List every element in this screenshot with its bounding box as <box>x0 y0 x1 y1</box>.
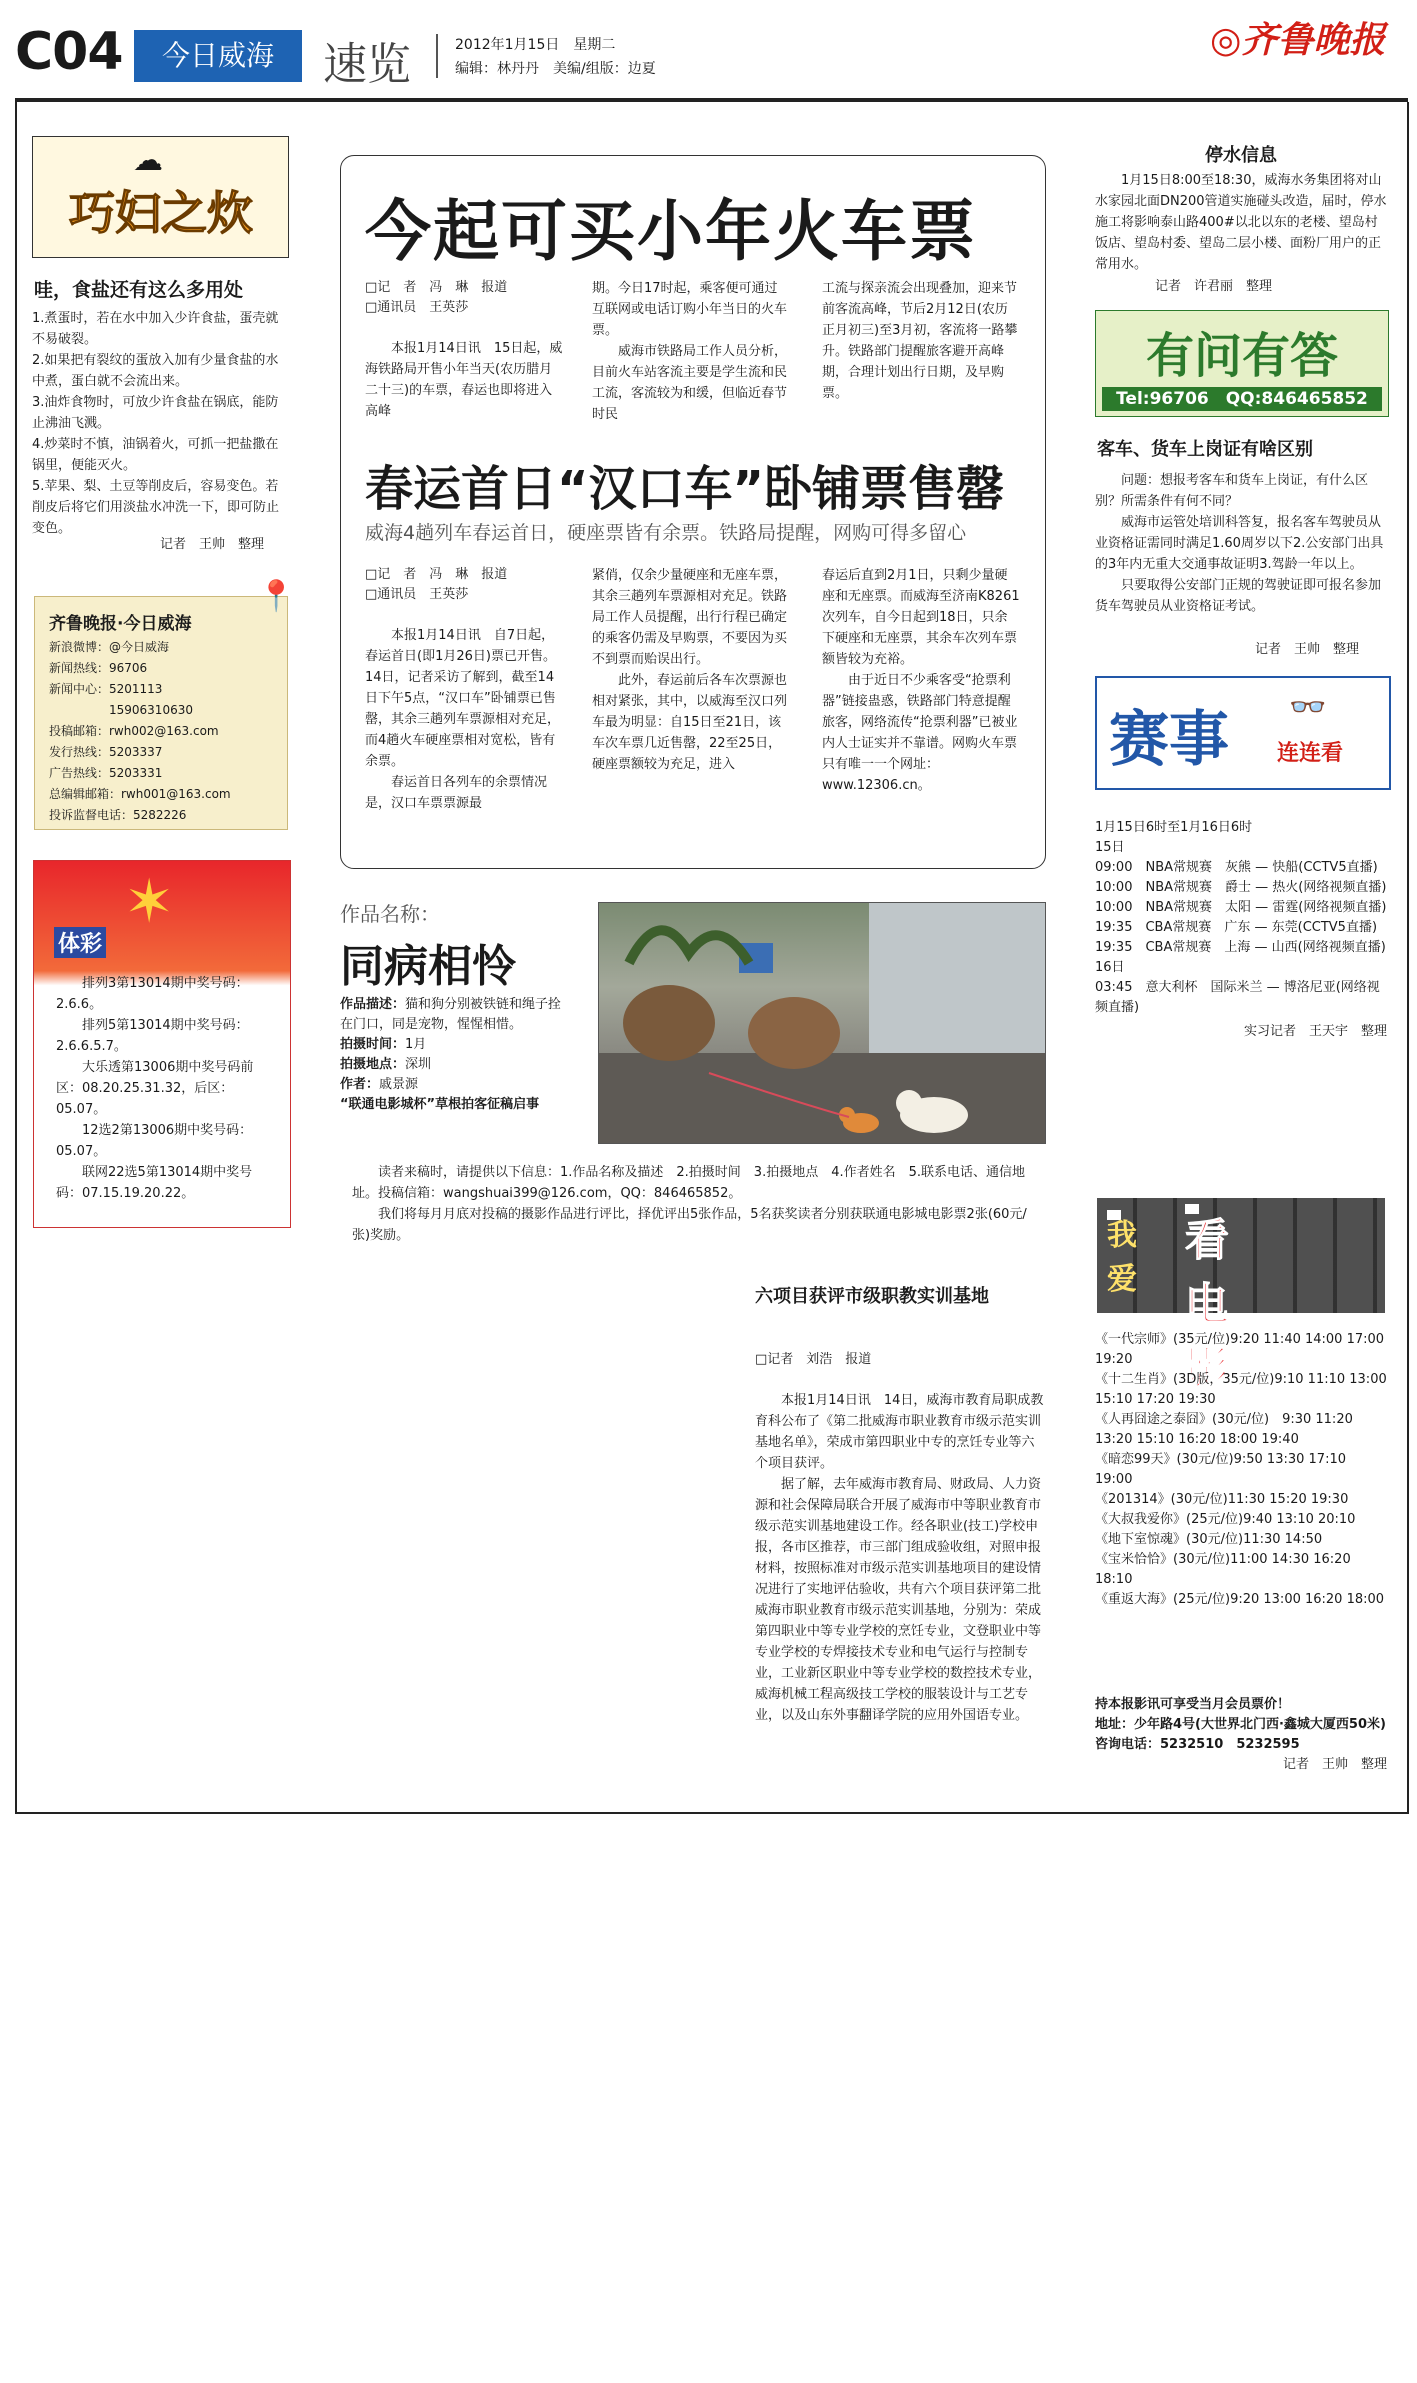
tips-credit: 记者 王帅 整理 <box>160 537 265 552</box>
contact-line: 投稿邮箱：rwh002@163.com <box>49 724 219 738</box>
contacts-box <box>34 579 295 830</box>
water-credit: 记者 许君丽 整理 <box>1155 279 1273 294</box>
movie-item: 《大叔我爱你》(25元/位)9:40 13:10 20:10 <box>1095 1512 1356 1527</box>
tips-title: 哇，食盐还有这么多用处 <box>34 279 244 301</box>
story3-body <box>755 1390 1047 1726</box>
sports-banner-text: 赛事 <box>1109 705 1229 775</box>
movie-list <box>1095 1330 1387 1610</box>
story2-headline: 春运首日“汉口车”卧铺票售罄 <box>365 461 1005 517</box>
movie-item: 《一代宗师》(35元/位)9:20 11:40 14:00 17:00 19:20 <box>1095 1332 1385 1367</box>
story2-col1-text: 本报1月14日讯 自7日起，春运首日(即1月26日)票已开售。14日，记者采访了解到，截至14日下午5点，“汉口车”卧铺票已售罄，其余三趟列车票源相对充足，而4趟火车硬座票相对宽松，皆有余票。 <box>365 628 561 769</box>
contact-line: 投诉监督电话：5282226 <box>49 808 187 822</box>
story1-col2-text: 期。今日17时起，乘客便可通过互联网或电话订购小年当日的火车票。 <box>592 281 788 338</box>
qa-banner <box>1095 310 1389 417</box>
photo-notice-text: 读者来稿时，请提供以下信息：1.作品名称及描述 2.拍摄时间 3.拍摄地点 4.作者姓名 5.联系电话、通信地址。投稿信箱：wangshuai399@126.com，QQ：846465852。 <box>352 1165 1026 1201</box>
water-title: 停水信息 <box>1205 145 1277 166</box>
story1-col3-text: 工流与探亲流会出现叠加，迎来节前客流高峰，节后2月12日(农历正月初三)至3月初，客流将一路攀升。铁路部门提醒旅客避开高峰期，合理计划出行日期，及早购票。 <box>822 281 1018 401</box>
logo-text: 齐鲁晚报 <box>1241 19 1386 61</box>
contact-line: 新浪微博：@今日威海 <box>49 640 170 654</box>
movies-footer <box>1095 1695 1387 1775</box>
editor-credits: 编辑：林丹丹 美编/组版：边夏 <box>455 61 656 77</box>
photo-label: 作品名称： <box>340 902 440 926</box>
qa-answer1: 威海市运管处培训科答复，报名客车驾驶员从业资格证需同时满足1.60周岁以下2.公安部门出具的3年内无重大交通事故证明3.驾龄一年以上。 <box>1095 515 1384 572</box>
contact-line: 广告热线：5203331 <box>49 766 163 780</box>
movies-film-pattern <box>1097 1198 1385 1313</box>
photo-time-label: 拍摄时间： <box>340 1037 406 1052</box>
story2-subhead: 威海4趟列车春运首日，硬座票皆有余票。铁路局提醒，网购可得多留心 <box>365 522 967 544</box>
story3-body1-text: 本报1月14日讯 14日，威海市教育局职成教育科公布了《第二批威海市职业教育市级示范实训基地名单》，荣成市第四职业中专的烹饪专业等六个项目获评。 <box>755 1393 1044 1471</box>
tip-item: 3.油炸食物时，可放少许食盐在锅底，能防止沸油飞溅。 <box>32 395 279 431</box>
tip-item: 2.如果把有裂纹的蛋放入加有少量食盐的水中煮，蛋白就不会流出来。 <box>32 353 279 389</box>
qa-question: 问题：想报考客车和货车上岗证，有什么区别？所需条件有何不同？ <box>1095 473 1369 509</box>
glasses-icon: 👓 <box>1289 690 1327 725</box>
contacts-lines <box>49 637 231 826</box>
photo-notice <box>352 1162 1042 1246</box>
movie-item: 《暗恋99天》(30元/位)9:50 13:30 17:10 19:00 <box>1095 1452 1346 1487</box>
photo-place-label: 拍摄地点： <box>340 1057 406 1072</box>
movies-promo: 持本报影讯可享受当月会员票价！ <box>1095 1697 1291 1712</box>
sports-day1: 15日 <box>1095 840 1125 855</box>
contest-photo <box>598 902 1046 1144</box>
photo-meta <box>340 995 570 1115</box>
sports-rows-day1 <box>1095 858 1387 958</box>
sports-credit: 实习记者 王天宇 整理 <box>1243 1024 1387 1039</box>
issue-date: 2012年1月15日 星期二 <box>455 37 616 53</box>
story3-headline: 六项目获评市级职教实训基地 <box>755 1286 989 1307</box>
contact-line: 新闻热线：96706 <box>49 661 148 675</box>
story1-col1 <box>365 338 563 422</box>
story2-col3 <box>822 565 1020 796</box>
contacts-title: 齐鲁晚报·今日威海 <box>49 614 192 634</box>
photo-place: 深圳 <box>405 1057 432 1072</box>
lottery-item: 12选2第13006期中奖号码：05.07。 <box>56 1123 253 1159</box>
story1-byline-reporter: □记 者 冯 琳 报道 <box>365 280 508 295</box>
tips-banner-text: 巧妇之炊 <box>69 186 253 240</box>
photo-contest-title: “联通电影城杯”草根拍客征稿启事 <box>340 1097 540 1112</box>
story2-byline-correspondent: □通讯员 王英莎 <box>365 587 469 602</box>
sports-row: 19:35 CBA常规赛 上海 — 山西(网络视频直播) <box>1095 940 1386 955</box>
story1-col2 <box>592 278 790 425</box>
story2-col2b-text: 此外，春运前后各车次票源也相对紧张，其中，以威海至汉口列车最为明显：自15日至21日，该车次车票几近售罄，22至25日，硬座票额较为充足，进入 <box>592 673 788 772</box>
story3-byline: □记者 刘浩 报道 <box>755 1352 872 1367</box>
story2-col1b-text: 春运首日各列车的余票情况是，汉口车票票源最 <box>365 775 548 811</box>
photo-author-label: 作者： <box>340 1077 380 1092</box>
contact-line: 新闻中心：5201113 <box>49 682 163 696</box>
movie-item: 《地下室惊魂》(30元/位)11:30 14:50 <box>1095 1532 1323 1547</box>
subsection-label: 速览 <box>323 39 411 90</box>
newspaper-logo <box>1210 12 1385 63</box>
chef-hat-icon: ☁ <box>133 143 163 178</box>
contact-line: 15906310630 <box>49 703 193 717</box>
story1-byline-correspondent: □通讯员 王英莎 <box>365 300 469 315</box>
qa-answer2: 只要取得公安部门正规的驾驶证即可报名参加货车驾驶员从业资格证考试。 <box>1095 578 1382 614</box>
qa-banner-text: 有问有答 <box>1145 328 1338 384</box>
lottery-box <box>33 860 291 1228</box>
water-body-text: 1月15日8:00至18:30，威海水务集团将对山水家园北面DN200管道实施碰头改造，届时，停水施工将影响泰山路400#以北以东的老楼、望岛村饭店、望岛村委、望岛二层小楼、面粉厂用户的正常用水。 <box>1095 173 1387 272</box>
water-body <box>1095 170 1387 275</box>
movie-item: 《十二生肖》(3D版，35元/位)9:10 11:10 13:00 15:10 17:20 19:30 <box>1095 1372 1387 1407</box>
movies-phone: 咨询电话：5232510 5232595 <box>1095 1737 1300 1752</box>
lottery-items <box>56 973 278 1204</box>
qa-hotline: Tel:96706 QQ:846465852 <box>1102 387 1382 411</box>
pet-scene-illustration <box>599 903 1045 1143</box>
header-divider <box>436 34 438 78</box>
movie-item: 《人再囧途之泰囧》(30元/位) 9:30 11:20 13:20 15:10 16:20 18:00 19:40 <box>1095 1412 1353 1447</box>
sports-row: 03:45 意大利杯 国际米兰 — 博洛尼亚(网络视频直播) <box>1095 980 1380 1015</box>
lottery-item: 联网22选5第13014期中奖号码：07.15.19.20.22。 <box>56 1165 253 1201</box>
sports-row: 19:35 CBA常规赛 广东 — 东莞(CCTV5直播) <box>1095 920 1378 935</box>
movies-credit: 记者 王帅 整理 <box>1282 1757 1387 1772</box>
movies-banner-b: 影 <box>1185 1204 1199 1214</box>
lottery-item: 排列5第13014期中奖号码：2.6.6.5.7。 <box>56 1018 249 1054</box>
story2-col2 <box>592 565 790 775</box>
sports-range: 1月15日6时至1月16日6时 <box>1095 820 1253 835</box>
movie-item: 《宝米恰恰》(30元/位)11:00 14:30 16:20 18:10 <box>1095 1552 1351 1587</box>
story1-col2b-text: 威海市铁路局工作人员分析，目前火车站客流主要是学生流和民工流，客流较为和缓，但临近春节时民 <box>592 344 788 422</box>
story1-col3 <box>822 278 1020 404</box>
page-code: C04 <box>15 22 123 82</box>
lottery-item: 排列3第13014期中奖号码：2.6.6。 <box>56 976 249 1012</box>
photo-time: 1月 <box>405 1037 427 1052</box>
tips-banner <box>32 136 289 258</box>
story2-col3-text: 春运后直到2月1日，只剩少量硬座和无座票。而威海至济南K8261次列车，自今日起到18日，只余下硬座和无座票，其余车次列车票额皆较为充裕。 <box>822 568 1020 667</box>
story1-headline: 今起可买小年火车票 <box>365 193 977 270</box>
qa-credit: 记者 王帅 整理 <box>1255 642 1360 657</box>
lottery-star-icon: ✶ <box>124 867 175 937</box>
story2-col3b-text: 由于近日不少乘客受“抢票利器”链接蛊惑，铁路部门特意提醒旅客，网络流传“抢票利器”已被业内人士证实并不靠谱。网购火车票只有唯一一个网址：www.12306.cn。 <box>822 673 1018 793</box>
lottery-label: 体彩 <box>54 927 106 958</box>
sports-row: 10:00 NBA常规赛 爵士 — 热火(网络视频直播) <box>1095 880 1387 895</box>
sports-banner <box>1095 676 1391 790</box>
story2-col2-text: 紧俏，仅余少量硬座和无座车票，其余三趟列车票源相对充足。铁路局工作人员提醒，出行行程已确定的乘客仍需及早购票，不要因为买不到票而贻误出行。 <box>592 568 788 667</box>
qa-title: 客车、货车上岗证有啥区别 <box>1097 439 1313 460</box>
contact-line: 总编辑邮箱：rwh001@163.com <box>49 787 231 801</box>
photo-desc-label: 作品描述： <box>340 997 406 1012</box>
tips-list <box>32 308 290 539</box>
sports-banner-sub: 连连看 <box>1277 741 1344 766</box>
photo-desc: 猫和狗分别被铁链和绳子拴在门口，同是宠物，惺惺相惜。 <box>340 997 562 1032</box>
lottery-item: 大乐透第13006期中奖号码前区：08.20.25.31.32，后区：05.07。 <box>56 1060 254 1117</box>
logo-mark-icon: ◎ <box>1210 19 1242 61</box>
story2-byline-reporter: □记 者 冯 琳 报道 <box>365 567 508 582</box>
movie-item: 《重返大海》(25元/位)9:20 13:00 16:20 18:00 <box>1095 1592 1385 1607</box>
photo-title: 同病相怜 <box>340 941 516 992</box>
qa-body <box>1095 470 1387 617</box>
pushpin-icon: 📍 <box>257 579 295 614</box>
tip-item: 1.煮蛋时，若在水中加入少许食盐，蛋壳就不易破裂。 <box>32 311 279 347</box>
movies-address: 地址：少年路4号(大世界北门西·鑫城大厦西50米) <box>1095 1717 1386 1732</box>
sports-row: 10:00 NBA常规赛 太阳 — 雷霆(网络视频直播) <box>1095 900 1387 915</box>
tip-item: 4.炒菜时不慎，油锅着火，可抓一把盐撒在锅里，便能灭火。 <box>32 437 279 473</box>
movie-item: 《201314》(30元/位)11:30 15:20 19:30 <box>1095 1492 1349 1507</box>
sports-rows-day2 <box>1095 978 1387 1018</box>
section-label: 今日威海 <box>134 30 302 82</box>
story2-col1 <box>365 625 563 814</box>
sports-row: 09:00 NBA常规赛 灰熊 — 快船(CCTV5直播) <box>1095 860 1378 875</box>
sports-day2: 16日 <box>1095 960 1125 975</box>
story1-col1-text: 本报1月14日讯 15日起，威海铁路局开售小年当天(农历腊月二十三)的车票，春运也即将进入高峰 <box>365 341 563 419</box>
contact-line: 发行热线：5203337 <box>49 745 163 759</box>
story3-body2-text: 据了解，去年威海市教育局、财政局、人力资源和社会保障局联合开展了威海市中等职业教育市级示范实训基地建设工作。经各职业(技工)学校申报，各市区推荐，市三部门组成验收组，对照申报材料，按照标准对市级示范实训基地项目的建设情况进行了实地评估验收，共有六个项目获评第二批威海市职业教育市级示范实训基地，分别为：荣成第四职业中等专业学校的烹饪专业，文登职业中等专业学校的专焊接技术专业和电气运行与控制专业，工业新区职业中等专业学校的数控技术专业，威海机械工程高级技工学校的服装设计与工艺专业，以及山东外事翻译学院的应用外国语专业。 <box>755 1477 1042 1723</box>
photo-author: 戚景源 <box>379 1077 419 1092</box>
movies-banner-a <box>1107 1210 1121 1220</box>
sports-schedule <box>1095 818 1387 1042</box>
photo-notice2-text: 我们将每月月底对投稿的摄影作品进行评比，择优评出5张作品，5名获奖读者分别获联通电影城电影票2张(60元/张)奖励。 <box>352 1207 1027 1243</box>
tip-item: 5.苹果、梨、土豆等削皮后，容易变色。若削皮后将它们用淡盐水冲洗一下，即可防止变色。 <box>32 479 280 536</box>
